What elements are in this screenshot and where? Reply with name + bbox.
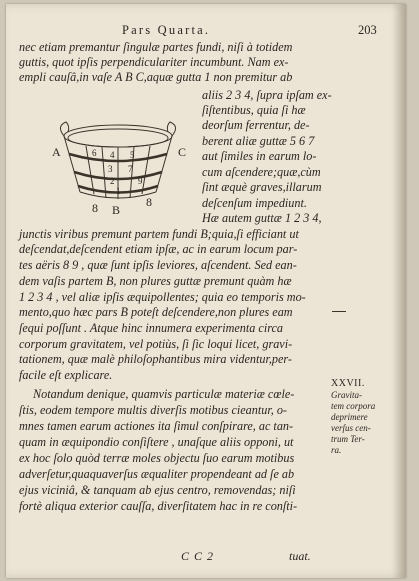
text-line: ſtis, eodem tempore multis diverſis motibus cieantur, o-	[19, 403, 287, 417]
margin-note-number: XXVII.	[331, 378, 365, 389]
vessel-right-side	[156, 136, 172, 192]
text-line: deorſum ferrentur, de-	[202, 118, 310, 132]
book-page	[6, 4, 406, 578]
text-line: ex hoc ſolo quòd terræ moles objectu ſuo earum motibus	[19, 451, 295, 465]
fig-label-drop: 1	[116, 186, 121, 196]
text-line: deſcendat,deſcendent etiam ipſæ, ac in earum locum par-	[19, 242, 298, 256]
text-line: quam in æquipondio conſiſtere , unaſque aliis opponi, ut	[19, 435, 294, 449]
text-line: aliis 2 3 4, ſupra ipſam ex-	[202, 88, 332, 102]
text-line: facile eſt explicare.	[19, 368, 113, 382]
fig-label-drop: 3	[108, 164, 113, 174]
text-line: guttis, quot ipſis perpendiculariter incumbunt. Nam ex-	[19, 55, 289, 69]
fig-label-c: C	[178, 145, 187, 159]
fig-label-drop: 5	[130, 150, 135, 160]
text-line: adverſetur,quaquaverſus æqualiter propendeant ad ſe ab	[19, 467, 295, 481]
text-line: Hæ autem guttæ 1 2 3 4,	[202, 211, 322, 225]
catchword: tuat.	[289, 549, 311, 563]
text-line: fortè aliqua exterior cauſſa, diverſitatem hac in re conſti-	[19, 499, 298, 513]
text-line: empli cauſâ,in vaſe A B C,aquæ gutta 1 non premitur ab	[19, 70, 293, 84]
text-line: cum aſcendere;quæ,cùm	[202, 165, 321, 179]
fig-label-8: 8	[92, 201, 98, 215]
text-line: tationem, quæ malè philoſophantibus mira videntur,per-	[19, 352, 292, 366]
page-number: 203	[358, 23, 377, 37]
text-line: nec etiam premantur ſingulæ partes fundi, niſi à totidem	[19, 40, 293, 54]
page-gutter-shadow	[392, 4, 406, 578]
fig-label-a: A	[52, 145, 61, 159]
margin-dash	[332, 311, 346, 312]
text-line: 1 2 3 4 , vel aliæ ipſis æquipollentes; quia eo temporis mo-	[19, 290, 306, 304]
text-line: ſint æquè graves,illarum	[202, 180, 322, 194]
bucket-illustration	[50, 116, 190, 216]
margin-note-line: verſus cen-	[331, 423, 371, 433]
fig-label-drop: 7	[128, 164, 133, 174]
text-line: ſiſtentibus, quia ſi hæ	[202, 103, 306, 117]
signature-mark: C C 2	[181, 549, 215, 563]
fig-label-drop: 6	[92, 148, 97, 158]
fig-label-b: B	[112, 203, 121, 216]
text-line: mnes tamen earum actiones ita ſimul conſpirare, ac tan-	[19, 419, 294, 433]
running-head: Pars Quarta.	[122, 23, 211, 37]
text-line: ſequi poſſunt . Atque hinc innumera experimenta circa	[19, 321, 284, 335]
margin-note-line: Gravita-	[331, 390, 362, 400]
text-line: junctis viribus premunt partem fundi B;quia,ſi efficiant ut	[19, 227, 299, 241]
margin-note-line: ra.	[331, 445, 342, 455]
fig-label-drop: 9	[138, 176, 143, 186]
text-line: mento,quo hæc pars B poteſt deſcendere,non plures eam	[19, 305, 293, 319]
fig-label-drop: 4	[110, 150, 115, 160]
text-line: aut ſimiles in earum lo-	[202, 149, 317, 163]
text-line: Notandum denique, quamvis particulæ materiæ cœle-	[33, 387, 295, 401]
vessel-figure	[50, 116, 190, 216]
margin-note	[331, 378, 401, 456]
margin-note-line: deprimere	[331, 412, 368, 422]
margin-note-line: tem corpora	[331, 401, 376, 411]
text-line: corporum gravitatem, vel potiùs, ſi ſic loqui licet, gravi-	[19, 337, 293, 351]
margin-note-line: trum Ter-	[331, 434, 365, 444]
text-line: deſcenſum impediunt.	[202, 196, 307, 210]
vessel-water-surface	[68, 129, 168, 147]
vessel-left-side	[64, 136, 80, 192]
vessel-stave	[142, 146, 150, 194]
fig-label-drop: 2	[110, 176, 115, 186]
text-line: ejus viciniâ, & tanquam ab ejus centro, removendas; niſi	[19, 483, 296, 497]
text-line: dem vaſis partem B, non plures guttæ premunt quàm hæ	[19, 274, 292, 288]
text-line: tes aëris 8 9 , quæ ſunt ipſis leviores, aſcendent. Sed ean-	[19, 258, 297, 272]
fig-label-8: 8	[146, 195, 152, 209]
page-header	[6, 23, 406, 37]
text-line: berent aliæ guttæ 5 6 7	[202, 134, 315, 148]
